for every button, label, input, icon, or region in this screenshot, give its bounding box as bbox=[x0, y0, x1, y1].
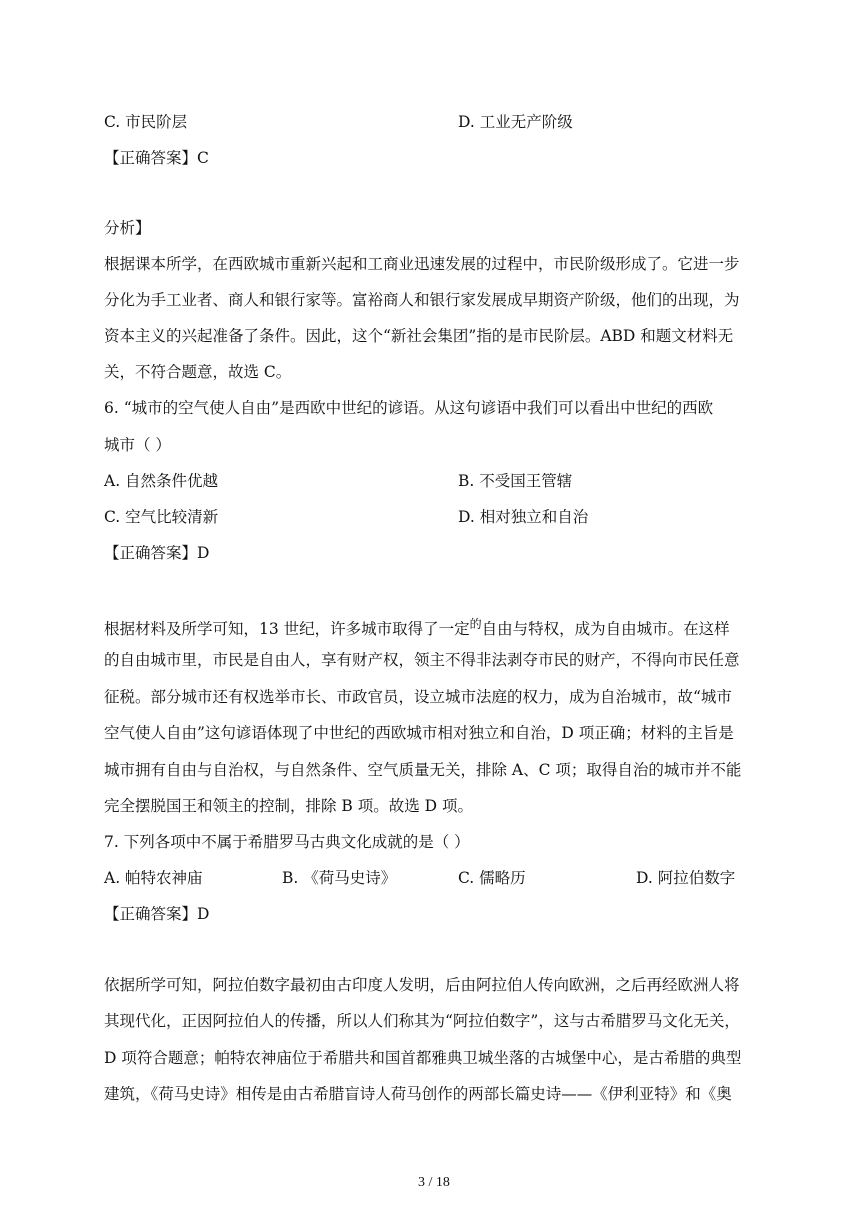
q5-answer: 【正确答案】C bbox=[104, 149, 209, 167]
q7-analysis-line: 依据所学可知，阿拉伯数字最初由古印度人发明，后由阿拉伯人传向欧洲，之后再经欧洲人将 bbox=[104, 976, 740, 994]
q6-option-a: A. 自然条件优越 bbox=[104, 472, 219, 490]
q6-option-b: B. 不受国王管辖 bbox=[458, 472, 573, 490]
q6-analysis-text: 根据材料及所学可知，13 世纪，许多城市取得了一定 bbox=[104, 620, 470, 638]
q7-stem: 7. 下列各项中不属于希腊罗马古典文化成就的是（ ） bbox=[104, 833, 470, 851]
q7-answer: 【正确答案】D bbox=[104, 905, 210, 923]
page-number: 3 / 18 bbox=[418, 1175, 450, 1190]
q5-analysis-line: 关，不符合题意，故选 C。 bbox=[104, 363, 292, 381]
q6-answer: 【正确答案】D bbox=[104, 544, 210, 562]
q6-analysis-line: 完全摆脱国王和领主的控制，排除 B 项。故选 D 项。 bbox=[104, 797, 474, 815]
q6-analysis-line: 的自由城市里，市民是自由人，享有财产权，领主不得非法剥夺市民的财产，不得向市民任意 bbox=[104, 651, 740, 669]
q6-option-c: C. 空气比较清新 bbox=[104, 508, 219, 526]
q5-analysis-line: 分化为手工业者、商人和银行家等。富裕商人和银行家发展成早期资产阶级，他们的出现，为 bbox=[104, 291, 740, 309]
q5-analysis-line: 资本主义的兴起准备了条件。因此，这个“新社会集团”指的是市民阶层。ABD 和题文材料无 bbox=[104, 327, 734, 345]
q7-analysis-line: D 项符合题意；帕特农神庙位于希腊共和国首都雅典卫城坐落的古城堡中心，是古希腊的典型 bbox=[104, 1049, 742, 1067]
q5-option-c: C. 市民阶层 bbox=[104, 113, 188, 131]
q7-analysis-line: 其现代化，正因阿拉伯人的传播，所以人们称其为“阿拉伯数字”，这与古希腊罗马文化无关， bbox=[104, 1012, 740, 1030]
q6-analysis-line: 征税。部分城市还有权选举市长、市政官员，设立城市法庭的权力，成为自治城市，故“城市 bbox=[104, 688, 732, 706]
q7-analysis-line: 建筑，《荷马史诗》相传是由古希腊盲诗人荷马创作的两部长篇史诗——《伊利亚特》和《奥 bbox=[104, 1085, 732, 1103]
q6-analysis-text: 自由与特权，成为自由城市。在这样 bbox=[481, 620, 730, 638]
q6-analysis-superscript: 的 bbox=[469, 617, 482, 631]
q6-stem-line: 6. “城市的空气使人自由”是西欧中世纪的谚语。从这句谚语中我们可以看出中世纪的西欧 bbox=[104, 399, 714, 417]
q7-option-c: C. 儒略历 bbox=[458, 869, 526, 887]
q7-option-b: B. 《荷马史诗》 bbox=[282, 869, 397, 887]
q5-analysis-heading: 分析】 bbox=[104, 219, 151, 237]
q6-stem-line: 城市（ ） bbox=[104, 436, 171, 454]
q7-option-d: D. 阿拉伯数字 bbox=[636, 869, 736, 887]
q5-analysis-line: 根据课本所学，在西欧城市重新兴起和工商业迅速发展的过程中，市民阶级形成了。它进一步 bbox=[104, 255, 740, 273]
q6-analysis-line: 空气使人自由”这句谚语体现了中世纪的西欧城市相对独立和自治，D 项正确；材料的主旨是 bbox=[104, 724, 734, 742]
q5-option-d: D. 工业无产阶级 bbox=[458, 113, 573, 131]
q6-analysis-line bbox=[104, 614, 730, 639]
q7-option-a: A. 帕特农神庙 bbox=[104, 869, 203, 887]
q6-option-d: D. 相对独立和自治 bbox=[458, 508, 589, 526]
q6-analysis-line: 城市拥有自由与自治权，与自然条件、空气质量无关，排除 A、C 项；取得自治的城市并不能 bbox=[104, 761, 742, 779]
